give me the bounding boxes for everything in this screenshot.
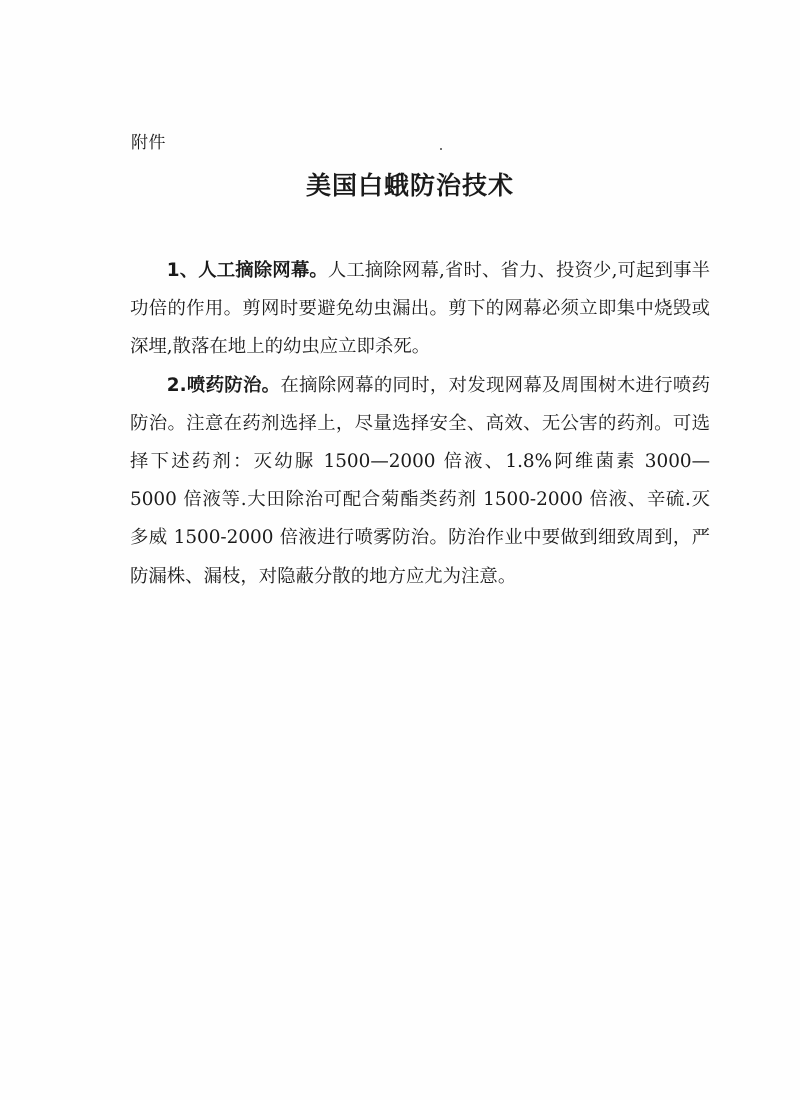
section-text: 人工摘除网幕,省时、省力、投资少,可起到事半功倍的作用。剪网时要避免幼虫漏出。剪下的网幕必须立即集中烧毁或深埋,散落在地上的幼虫应立即杀死。 <box>130 260 711 358</box>
scan-speck <box>440 148 442 150</box>
section-heading: 2.喷药防治。 <box>166 374 281 396</box>
paragraph-manual-removal <box>130 252 710 367</box>
document-title: 美国白蛾防治技术 <box>305 171 514 200</box>
section-text: 在摘除网幕的同时，对发现网幕及周围树木进行喷药防治。注意在药剂选择上，尽量选择安全、高效、无公害的药剂。可选择下述药剂：灭幼脲 1500—2000 倍液、1.8%阿维菌素 3000—5000 倍液等.大田除治可配合菊酯类药剂 1500-2000 倍液、辛硫.灭多威 1500-2000 倍液进行喷雾防治。防治作业中要做到细致周到，严防漏株、漏枝，对隐蔽分散的地方应尤为注意。 <box>130 374 710 587</box>
attachment-label: 附件 <box>131 133 166 153</box>
document-body <box>130 252 710 596</box>
paragraph-spraying <box>130 367 710 596</box>
section-heading: 1、人工摘除网幕。 <box>166 260 328 281</box>
